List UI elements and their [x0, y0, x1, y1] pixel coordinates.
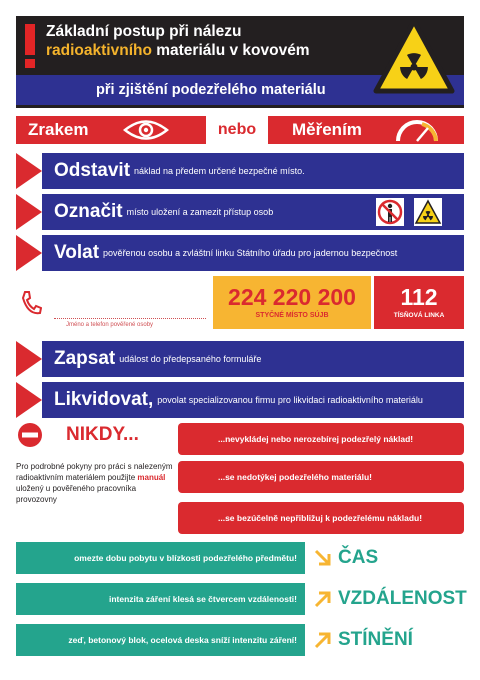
arrow-icon	[16, 235, 42, 271]
arrow-icon	[16, 194, 42, 230]
manual-note: Pro podrobné pokyny pro práci s nalezeným radioaktivním materiálem použijte manuál uložený u pověřeného pracovníka provozovny	[16, 462, 173, 504]
sujb-number: 224 220 200	[228, 284, 356, 310]
phone-entry-line	[54, 318, 206, 319]
sight-label: Zrakem	[28, 120, 89, 139]
protection-distance-label: VZDÁLENOST	[338, 588, 467, 609]
never-item: ...se nedotýkej podezřelého materiálu!	[178, 461, 464, 493]
protection-distance-text: intenzita záření klesá se čtvercem vzdálenosti!	[16, 583, 305, 615]
step-volat: Volat pověřenou osobu a zvláštní linku Státního úřadu pro jadernou bezpečnost	[16, 235, 464, 271]
eye-icon	[122, 117, 170, 143]
phone-entry-label: Jméno a telefon pověřené osoby	[66, 322, 154, 328]
gauge-icon	[392, 117, 442, 143]
never-item: ...nevykládej nebo nerozebírej podezřelý náklad!	[178, 423, 464, 455]
measure-label: Měřením	[292, 120, 362, 139]
protection-shield-text: zeď, betonový blok, ocelová deska sníží intenzitu záření!	[16, 624, 305, 656]
radiation-small-icon	[414, 198, 442, 226]
sujb-label: STYČNÉ MÍSTO SÚJB	[255, 312, 329, 319]
page-subtitle: při zjištění podezřelého materiálu	[16, 75, 464, 105]
emergency-number: 112	[400, 284, 438, 310]
phone-icon	[20, 290, 42, 316]
never-item: ...se bezúčelně nepřibližuj k podezřelému nákladu!	[178, 502, 464, 534]
protection-time-text: omezte dobu pobytu v blízkosti podezřelého předmětu!	[16, 542, 305, 574]
arrow-right-down-icon	[313, 548, 333, 568]
no-entry-icon	[17, 422, 43, 448]
arrow-right-up-icon	[313, 589, 333, 609]
page-title: Základní postup při nálezu radioaktivního materiálu v kovovém	[46, 23, 310, 59]
step-odstavit: Odstavit náklad na předem určené bezpečné místo.	[16, 153, 464, 189]
emergency-label: TÍSŇOVÁ LINKA	[393, 312, 445, 319]
no-entry-person-icon	[376, 198, 404, 226]
step-zapsat: Zapsat událost do předepsaného formuláře	[16, 341, 464, 377]
radiation-warning-icon	[372, 17, 456, 95]
protection-time-label: ČAS	[338, 547, 379, 568]
step-oznacit: Označit místo uložení a zamezit přístup osob	[16, 194, 464, 230]
arrow-right-up-icon	[313, 630, 333, 650]
never-title: NIKDY...	[66, 424, 139, 445]
emergency-box	[374, 276, 464, 329]
arrow-icon	[16, 341, 42, 377]
protection-shield-label: STÍNĚNÍ	[338, 629, 413, 650]
sujb-contact-box	[213, 276, 371, 329]
arrow-icon	[16, 153, 42, 189]
step-likvidovat: Likvidovat, povolat specializovanou firmu pro likvidaci radioaktivního materiálu	[16, 382, 464, 418]
arrow-icon	[16, 382, 42, 418]
exclamation-icon	[22, 24, 38, 68]
or-label: nebo	[206, 116, 268, 144]
